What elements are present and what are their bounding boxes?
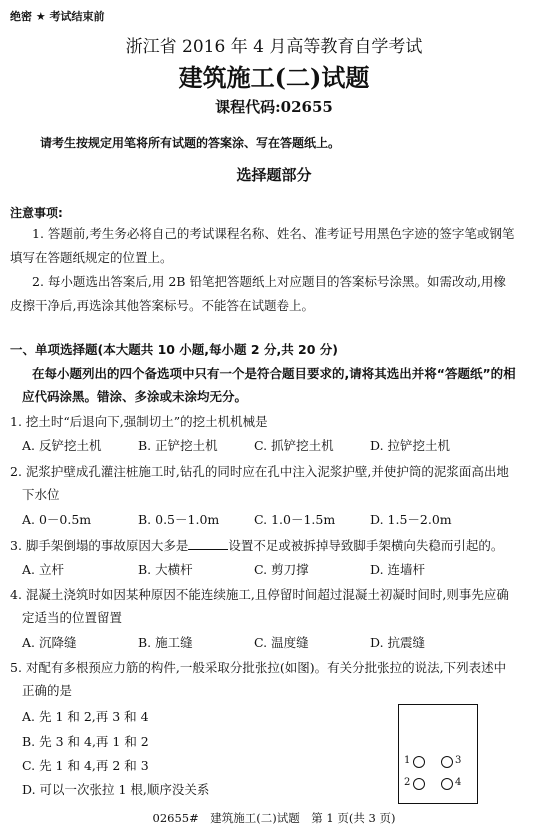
question-4-text: 4. 混凝土浇筑时如因某种原因不能连续施工,且停留时间超过混凝土初凝时间时,则事先应确 bbox=[10, 587, 509, 602]
question-4 bbox=[10, 583, 538, 629]
figure-label-1: 1 bbox=[404, 755, 411, 766]
question-2-text: 2. 泥浆护壁成孔灌注桩施工时,钻孔的同时应在孔中注入泥浆护壁,并使护筒的泥浆面高出地 bbox=[10, 464, 509, 479]
part1-intro-line2: 应代码涂黑。错涂、多涂或未涂均无分。 bbox=[22, 389, 248, 404]
question-1 bbox=[10, 410, 538, 433]
tendon-circle-2 bbox=[413, 778, 425, 790]
note-item-2-line1: 2. 每小题选出答案后,用 2B 铅笔把答题纸上对应题目的答案标号涂黑。如需改动,用橡 bbox=[32, 274, 506, 289]
exam-line: 浙江省 2016 年 4 月高等教育自学考试 bbox=[125, 37, 423, 57]
q3-option-a: A. 立杆 bbox=[22, 562, 64, 577]
q5-option-c: C. 先 1 和 4,再 2 和 3 bbox=[22, 758, 149, 773]
q4-option-d: D. 抗震缝 bbox=[370, 635, 426, 650]
part1-heading: 一、单项选择题(本大题共 10 小题,每小题 2 分,共 20 分) bbox=[10, 342, 339, 357]
q1-option-a: A. 反铲挖土机 bbox=[22, 438, 102, 453]
part1-intro-line1: 在每小题列出的四个备选项中只有一个是符合题目要求的,请将其选出并将“答题纸”的相 bbox=[32, 366, 516, 381]
q2-option-a: A. 0－0.5m bbox=[22, 512, 92, 527]
q4-option-a: A. 沉降缝 bbox=[22, 635, 77, 650]
question-5-text-cont: 正确的是 bbox=[22, 683, 73, 698]
q1-option-d: D. 拉铲挖土机 bbox=[370, 438, 451, 453]
question-3-text-before: 3. 脚手架倒塌的事故原因大多是 bbox=[10, 538, 189, 553]
notes-heading: 注意事项: bbox=[10, 206, 63, 220]
question-2 bbox=[10, 460, 538, 506]
tendon-circle-4 bbox=[441, 778, 453, 790]
q3-option-d: D. 连墙杆 bbox=[370, 562, 426, 577]
q4-option-b: B. 施工缝 bbox=[138, 635, 193, 650]
q5-option-b: B. 先 3 和 4,再 1 和 2 bbox=[22, 734, 149, 749]
note-item-1-line2: 填写在答题纸规定的位置上。 bbox=[10, 250, 173, 265]
question-3-blank bbox=[188, 537, 228, 550]
tendon-circle-3 bbox=[441, 756, 453, 768]
question-2-text-cont: 下水位 bbox=[22, 487, 60, 502]
question-4-text-cont: 定适当的位置留置 bbox=[22, 610, 123, 625]
q1-option-c: C. 抓铲挖土机 bbox=[254, 438, 334, 453]
q2-option-d: D. 1.5－2.0m bbox=[370, 512, 452, 527]
note-item-2 bbox=[10, 270, 538, 318]
exam-title: 建筑施工(二)试题 bbox=[178, 63, 370, 92]
note-item-1-line1: 1. 答题前,考生务必将自己的考试课程名称、姓名、准考证号用黑色字迹的签字笔或钢笔 bbox=[32, 226, 515, 241]
q3-option-b: B. 大横杆 bbox=[138, 562, 193, 577]
figure-label-4: 4 bbox=[455, 777, 462, 788]
tendon-figure bbox=[398, 704, 478, 804]
q2-option-c: C. 1.0－1.5m bbox=[254, 512, 336, 527]
note-item-1 bbox=[10, 222, 538, 270]
page-footer: 02655# 建筑施工(二)试题 第 1 页(共 3 页) bbox=[152, 811, 396, 825]
figure-label-3: 3 bbox=[455, 755, 462, 766]
note-item-2-line2: 皮擦干净后,再选涂其他答案标号。不能答在试题卷上。 bbox=[10, 298, 314, 313]
question-5 bbox=[10, 656, 538, 702]
question-1-text: 1. 挖土时“后退向下,强制切土”的挖土机机械是 bbox=[10, 414, 268, 429]
q3-option-c: C. 剪刀撑 bbox=[254, 562, 309, 577]
section-title: 选择题部分 bbox=[236, 166, 312, 184]
q2-option-b: B. 0.5－1.0m bbox=[138, 512, 220, 527]
q1-option-b: B. 正铲挖土机 bbox=[138, 438, 218, 453]
figure-label-2: 2 bbox=[404, 777, 411, 788]
tendon-circle-1 bbox=[413, 756, 425, 768]
question-3-text-after: 设置不足或被拆掉导致脚手架横向失稳而引起的。 bbox=[228, 538, 504, 553]
answer-instruction: 请考生按规定用笔将所有试题的答案涂、写在答题纸上。 bbox=[40, 136, 341, 150]
course-code: 课程代码:02655 bbox=[215, 98, 333, 116]
question-5-text: 5. 对配有多根预应力筋的构件,一般采取分批张拉(如图)。有关分批张拉的说法,下列表述中 bbox=[10, 660, 507, 675]
question-3 bbox=[10, 534, 538, 557]
q4-option-c: C. 温度缝 bbox=[254, 635, 309, 650]
secret-mark: 绝密 ★ 考试结束前 bbox=[10, 10, 105, 23]
q5-option-a: A. 先 1 和 2,再 3 和 4 bbox=[22, 709, 149, 724]
q5-option-d: D. 可以一次张拉 1 根,顺序没关系 bbox=[22, 782, 210, 797]
